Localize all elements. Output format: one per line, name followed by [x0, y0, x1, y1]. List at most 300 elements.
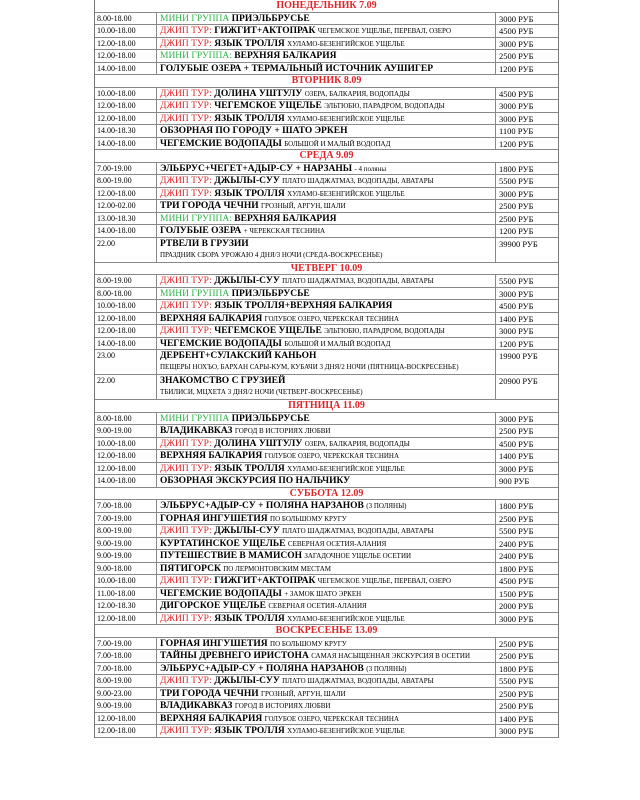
tour-title: ПРИЭЛЬБРУСЬЕ	[231, 288, 310, 299]
tour-description	[157, 375, 496, 399]
tour-time: 10.00-18.00	[95, 575, 157, 587]
tour-description	[157, 113, 496, 125]
tour-price: 5500 РУБ	[499, 276, 534, 286]
tour-title: ОБЗОРНАЯ ПО ГОРОДУ + ШАТО ЭРКЕН	[160, 126, 348, 136]
tour-time: 14.00-18.30	[95, 125, 157, 137]
tour-title: ВЕРХНЯЯ БАЛКАРИЯ	[160, 451, 263, 461]
tour-description	[157, 225, 496, 237]
table-row	[95, 663, 558, 676]
tour-note: (3 ПОЛЯНЫ)	[366, 502, 407, 510]
table-row	[95, 588, 558, 601]
tour-description	[157, 338, 496, 350]
table-row	[95, 525, 558, 538]
tour-price: 2500 РУБ	[499, 213, 534, 224]
tour-note: СЕВЕРНАЯ ОСЕТИЯ-АЛАНИЯ	[268, 602, 367, 610]
tour-note: ХУЛАМО-БЕЗЕНГИЙСКОЕ УЩЕЛЬЕ	[287, 727, 405, 735]
table-row	[95, 725, 558, 738]
tour-price: 3000 РУБ	[499, 463, 534, 474]
tour-subtitle: ПЕЩЕРЫ НОХЪО, БАРХАН САРЫ-КУМ, КУБАЧИ 3 ДНЯ/2 НОЧИ (ПЯТНИЦА-ВОСКРЕСЕНЬЕ)	[160, 363, 459, 371]
table-row	[95, 713, 558, 726]
day-header	[95, 625, 558, 638]
tour-note: ЧЕГЕМСКОЕ УЩЕЛЬЕ, ПЕРЕВАЛ, ОЗЕРО	[317, 27, 452, 35]
tour-title: ДЖЫЛЫ-СУУ	[214, 676, 280, 686]
tour-time: 12.00-18.00	[95, 713, 157, 725]
tour-time: 12.00-18.00	[95, 325, 157, 337]
table-row	[95, 413, 558, 426]
tour-description	[157, 675, 496, 687]
tour-time: 7.00-18.00	[95, 500, 157, 512]
tour-description	[157, 500, 496, 512]
tour-price: 2500 РУБ	[499, 426, 534, 436]
day-header	[95, 400, 558, 413]
tour-time: 10.00-18.00	[95, 88, 157, 100]
tour-time: 7.00-18.00	[95, 650, 157, 662]
day-title: ПОНЕДЕЛЬНИК 7.09	[276, 0, 377, 12]
tour-description	[157, 313, 496, 325]
tour-time: 12.00-18.00	[95, 725, 157, 737]
tour-description	[157, 88, 496, 100]
table-row	[95, 350, 558, 375]
tour-time: 9.00-19.00	[95, 425, 157, 437]
tour-description	[157, 563, 496, 575]
tour-note: ГОЛУБОЕ ОЗЕРО, ЧЕРЕКСКАЯ ТЕСНИНА	[264, 714, 400, 723]
tour-price: 2500 РУБ	[499, 651, 534, 661]
tour-description	[157, 200, 496, 212]
tour-tag: МИНИ ГРУППА:	[160, 213, 232, 224]
day-header	[95, 263, 558, 276]
tour-time: 22.00	[95, 238, 157, 262]
tour-title: ЯЗЫК ТРОЛЛЯ	[214, 38, 285, 49]
tour-title: ДЖЫЛЫ-СУУ	[214, 526, 280, 536]
table-row	[95, 338, 558, 351]
tour-description	[157, 513, 496, 525]
table-row	[95, 650, 558, 663]
tour-description	[157, 238, 496, 262]
tour-note: ЗАГАДОЧНОЕ УЩЕЛЬЕ ОСЕТИИ	[304, 552, 412, 560]
tour-note: САМАЯ НАСЫЩЕННАЯ ЭКСКУРСИЯ В ОСЕТИИ	[311, 652, 470, 660]
day-header	[95, 488, 558, 501]
tour-time: 12.00-18.00	[95, 38, 157, 50]
tour-description	[157, 100, 496, 112]
tour-price: 4500 РУБ	[499, 301, 534, 311]
tour-tag: ДЖИП ТУР:	[160, 38, 212, 49]
tour-price: 3000 РУБ	[499, 288, 534, 299]
tour-price: 3000 РУБ	[499, 726, 534, 736]
tour-title: ЭЛЬБРУС+АДЫР-СУ + ПОЛЯНА НАРЗАНОВ	[160, 501, 364, 511]
tour-note: ЭЛЬТЮБЮ, ПАРАДРОМ, ВОДОПАДЫ	[324, 327, 445, 335]
tour-time: 9.00-23.00	[95, 688, 157, 700]
tour-note: ОЗЕРА, БАЛКАРИЯ, ВОДОПАДЫ	[304, 89, 410, 98]
tour-note: ХУЛАМО-БЕЗЕНГИЙСКОЕ УЩЕЛЬЕ	[287, 614, 405, 623]
tour-note: ПО БОЛЬШОМУ КРУГУ	[270, 639, 347, 648]
tour-time: 13.00-18.30	[95, 213, 157, 225]
tour-title: ЧЕГЕМСКИЕ ВОДОПАДЫ	[160, 138, 282, 149]
table-row	[95, 125, 558, 138]
tour-time: 7.00-19.00	[95, 638, 157, 650]
tour-tag: ДЖИП ТУР:	[160, 576, 212, 586]
tour-price: 1500 РУБ	[499, 588, 534, 599]
table-row	[95, 700, 558, 713]
table-row	[95, 538, 558, 551]
table-row	[95, 200, 558, 213]
tour-price: 5500 РУБ	[499, 526, 534, 536]
tour-time: 23.00	[95, 350, 157, 374]
tour-time: 9.00-19.00	[95, 550, 157, 562]
table-row	[95, 675, 558, 688]
tour-time: 8.00-18.00	[95, 413, 157, 425]
tour-price: 4500 РУБ	[499, 438, 534, 449]
tour-time: 22.00	[95, 375, 157, 399]
tour-time: 10.00-18.00	[95, 438, 157, 450]
tour-price: 1200 РУБ	[499, 138, 534, 149]
tour-description	[157, 63, 496, 75]
tour-tag: ДЖИП ТУР:	[160, 101, 212, 111]
tour-title: ЯЗЫК ТРОЛЛЯ	[214, 463, 285, 474]
tour-time: 12.00-18.00	[95, 50, 157, 62]
tour-description	[157, 125, 496, 137]
tour-time: 9.00-19.00	[95, 538, 157, 550]
tour-tag: МИНИ ГРУППА	[160, 13, 230, 24]
tour-time: 12.00-18.30	[95, 600, 157, 612]
tour-time: 8.00-19.00	[95, 275, 157, 287]
tour-title: ДЖЫЛЫ-СУУ	[214, 276, 280, 286]
tour-title: ПРИЭЛЬБРУСЬЕ	[231, 13, 310, 24]
tour-price: 5500 РУБ	[499, 676, 534, 686]
tour-time: 7.00-18.00	[95, 663, 157, 675]
tour-subtitle: ТБИЛИСИ, МЦХЕТА 3 ДНЯ/2 НОЧИ (ЧЕТВЕРГ-ВОСКРЕСЕНЬЕ)	[160, 388, 363, 396]
tour-title: ДЖЫЛЫ-СУУ	[214, 176, 280, 186]
tour-note: ГОЛУБОЕ ОЗЕРО, ЧЕРЕКСКАЯ ТЕСНИНА	[264, 314, 400, 323]
tour-title: ЯЗЫК ТРОЛЛЯ	[214, 726, 285, 736]
tour-note: ГОРОД В ИСТОРИЯХ ЛЮБВИ	[234, 702, 331, 710]
tour-note: ГРОЗНЫЙ, АРГУН, ШАЛИ	[260, 689, 346, 698]
tour-time: 7.00-19.00	[95, 513, 157, 525]
tour-price: 3000 РУБ	[499, 113, 534, 124]
tour-price: 3000 РУБ	[499, 38, 534, 49]
tour-tag: ДЖИП ТУР:	[160, 188, 212, 199]
tour-time: 12.00-02.00	[95, 200, 157, 212]
tour-note: БОЛЬШОЙ И МАЛЫЙ ВОДОПАД	[284, 139, 391, 148]
tour-price: 1400 РУБ	[499, 451, 534, 461]
table-row	[95, 550, 558, 563]
tour-time: 14.00-18.00	[95, 225, 157, 237]
tour-title: ЧЕГЕМСКИЕ ВОДОПАДЫ	[160, 338, 282, 349]
tour-time: 8.00-19.00	[95, 675, 157, 687]
tour-title: ДИГОРСКОЕ УЩЕЛЬЕ	[160, 601, 266, 611]
tour-note: + ЗАМОК ШАТО ЭРКЕН	[284, 589, 362, 598]
tour-tag: ДЖИП ТУР:	[160, 113, 212, 124]
tour-price: 2500 РУБ	[499, 688, 534, 699]
table-row	[95, 300, 558, 313]
tour-time: 14.00-18.00	[95, 338, 157, 350]
table-row	[95, 475, 558, 488]
tour-tag: ДЖИП ТУР:	[160, 676, 212, 686]
tour-description	[157, 475, 496, 487]
tour-title: ГИЖГИТ+АКТОПРАК	[214, 26, 316, 36]
table-row	[95, 213, 558, 226]
tour-description	[157, 725, 496, 737]
table-row	[95, 13, 558, 26]
tour-title: ДОЛИНА УШТУЛУ	[214, 438, 303, 449]
day-title: СРЕДА 9.09	[299, 150, 354, 162]
tour-title: ЯЗЫК ТРОЛЛЯ+ВЕРХНЯЯ БАЛКАРИЯ	[214, 301, 393, 311]
tour-description	[157, 538, 496, 550]
tour-note: ПЛАТО ШАДЖАТМАЗ, ВОДОПАДЫ, АВАТАРЫ	[282, 527, 434, 535]
tour-time: 8.00-18.00	[95, 13, 157, 25]
tour-time: 12.00-18.00	[95, 613, 157, 625]
tour-description	[157, 175, 496, 187]
tour-price: 1800 РУБ	[499, 663, 534, 674]
day-header	[95, 75, 558, 88]
tour-price: 2000 РУБ	[499, 601, 534, 611]
day-title: СУББОТА 12.09	[289, 487, 364, 499]
tour-price: 2500 РУБ	[499, 201, 534, 211]
tour-price: 2500 РУБ	[499, 51, 534, 61]
tour-time: 12.00-18.00	[95, 100, 157, 112]
tour-title: ТРИ ГОРОДА ЧЕЧНИ	[160, 201, 259, 211]
tour-description	[157, 438, 496, 450]
tour-price: 2400 РУБ	[499, 551, 534, 561]
tour-price: 5500 РУБ	[499, 176, 534, 186]
tour-description	[157, 300, 496, 312]
tour-title: ВЛАДИКАВКАЗ	[160, 701, 233, 711]
tour-title: ДОЛИНА УШТУЛУ	[214, 88, 303, 99]
table-row	[95, 500, 558, 513]
table-row	[95, 138, 558, 151]
tour-tag: ДЖИП ТУР:	[160, 463, 212, 474]
tour-description	[157, 425, 496, 437]
table-row	[95, 50, 558, 63]
tour-description	[157, 575, 496, 587]
tour-time: 8.00-19.00	[95, 525, 157, 537]
tour-tag: ДЖИП ТУР:	[160, 326, 212, 336]
tour-tag: ДЖИП ТУР:	[160, 526, 212, 536]
tour-description	[157, 600, 496, 612]
tour-description	[157, 350, 496, 374]
tour-price: 2500 РУБ	[499, 638, 534, 649]
tour-note: ПЛАТО ШАДЖАТМАЗ, ВОДОПАДЫ, АВАТАРЫ	[282, 677, 434, 685]
table-row	[95, 600, 558, 613]
tour-description	[157, 275, 496, 287]
tour-price: 1800 РУБ	[499, 563, 534, 574]
table-row	[95, 463, 558, 476]
table-row	[95, 63, 558, 76]
tour-note: ХУЛАМО-БЕЗЕНГИЙСКОЕ УЩЕЛЬЕ	[287, 464, 405, 473]
table-row	[95, 375, 558, 400]
tour-note: ПЛАТО ШАДЖАТМАЗ, ВОДОПАДЫ, АВАТАРЫ	[282, 277, 434, 285]
tour-description	[157, 550, 496, 562]
tour-title: КУРТАТИНСКОЕ УЩЕЛЬЕ	[160, 538, 286, 549]
tour-price: 4500 РУБ	[499, 576, 534, 586]
tour-title: ВЕРХНЯЯ БАЛКАРИЯ	[234, 51, 337, 61]
tour-title: ЯЗЫК ТРОЛЛЯ	[214, 613, 285, 624]
tour-title: ГОРНАЯ ИНГУШЕТИЯ	[160, 513, 268, 524]
tour-price: 4500 РУБ	[499, 26, 534, 36]
tour-title: ТАЙНЫ ДРЕВНЕГО ИРИСТОНА	[160, 651, 309, 661]
tour-title: ПУТЕШЕСТВИЕ В МАМИСОН	[160, 551, 302, 561]
table-row	[95, 100, 558, 113]
tour-description	[157, 613, 496, 625]
day-header	[95, 150, 558, 163]
tour-note: ГРОЗНЫЙ, АРГУН, ШАЛИ	[260, 202, 346, 210]
tour-note: ГОРОД В ИСТОРИЯХ ЛЮБВИ	[234, 427, 331, 435]
tour-time: 10.00-18.00	[95, 25, 157, 37]
tour-note: ПО ЛЕРМОНТОВСКИМ МЕСТАМ	[223, 564, 331, 573]
day-title: ВТОРНИК 8.09	[291, 75, 362, 87]
tour-time: 12.00-18.00	[95, 113, 157, 125]
tour-title: ЗНАКОМСТВО С ГРУЗИЕЙ	[160, 376, 286, 386]
tour-description	[157, 463, 496, 475]
tour-note: (3 ПОЛЯНЫ)	[366, 664, 407, 673]
tour-time: 14.00-18.00	[95, 138, 157, 150]
table-row	[95, 38, 558, 51]
tour-description	[157, 163, 496, 175]
table-row	[95, 575, 558, 588]
tour-note: ХУЛАМО-БЕЗЕНГИЙСКОЕ УЩЕЛЬЕ	[287, 189, 405, 198]
tour-title: ОБЗОРНАЯ ЭКСКУРСИЯ ПО НАЛЬЧИКУ	[160, 476, 351, 486]
tour-title: ГИЖГИТ+АКТОПРАК	[214, 576, 316, 586]
tour-tag: ДЖИП ТУР:	[160, 301, 212, 311]
day-header	[95, 0, 558, 13]
table-row	[95, 288, 558, 301]
tour-price: 3000 РУБ	[499, 188, 534, 199]
tour-description	[157, 713, 496, 725]
table-row	[95, 325, 558, 338]
tour-title: ЧЕГЕМСКИЕ ВОДОПАДЫ	[160, 588, 282, 599]
table-row	[95, 188, 558, 201]
table-row	[95, 275, 558, 288]
tour-title: ВЕРХНЯЯ БАЛКАРИЯ	[234, 213, 337, 224]
tour-description	[157, 25, 496, 37]
tour-time: 12.00-18.00	[95, 188, 157, 200]
tour-title: ВЕРХНЯЯ БАЛКАРИЯ	[160, 713, 263, 724]
tour-price: 3000 РУБ	[499, 326, 534, 336]
tour-title: ГОЛУБЫЕ ОЗЕРА	[160, 226, 242, 236]
tour-time: 12.00-18.00	[95, 463, 157, 475]
table-row	[95, 425, 558, 438]
tour-price: 1800 РУБ	[499, 163, 534, 174]
tour-description	[157, 663, 496, 675]
tour-price: 20900 РУБ	[499, 376, 538, 386]
tour-description	[157, 188, 496, 200]
tour-description	[157, 588, 496, 600]
tour-tag: МИНИ ГРУППА	[160, 288, 230, 299]
tour-time: 12.00-18.00	[95, 450, 157, 462]
tour-note: + ЧЕРЕКСКАЯ ТЕСНИНА	[243, 227, 326, 235]
tour-note: ЧЕГЕМСКОЕ УЩЕЛЬЕ, ПЕРЕВАЛ, ОЗЕРО	[317, 577, 452, 585]
tour-description	[157, 650, 496, 662]
table-row	[95, 313, 558, 326]
tour-price: 3000 РУБ	[499, 613, 534, 624]
table-row	[95, 225, 558, 238]
tour-description	[157, 525, 496, 537]
tour-tag: ДЖИП ТУР:	[160, 276, 212, 286]
tour-description	[157, 13, 496, 25]
tour-description	[157, 700, 496, 712]
tour-description	[157, 450, 496, 462]
tour-note: ХУЛАМО-БЕЗЕНГИЙСКОЕ УЩЕЛЬЕ	[287, 114, 405, 123]
table-row	[95, 450, 558, 463]
tour-time: 9.00-19.00	[95, 700, 157, 712]
tour-description	[157, 638, 496, 650]
tour-price: 1800 РУБ	[499, 501, 534, 511]
tour-tag: ДЖИП ТУР:	[160, 438, 212, 449]
tour-note: ПО БОЛЬШОМУ КРУГУ	[270, 514, 347, 523]
tour-description	[157, 138, 496, 150]
tour-title: ПРИЭЛЬБРУСЬЕ	[231, 413, 310, 424]
tour-time: 8.00-19.00	[95, 175, 157, 187]
tour-description	[157, 413, 496, 425]
tour-title: ТРИ ГОРОДА ЧЕЧНИ	[160, 688, 259, 699]
tour-description	[157, 38, 496, 50]
tour-note: ХУЛАМО-БЕЗЕНГИЙСКОЕ УЩЕЛЬЕ	[287, 39, 405, 48]
table-row	[95, 238, 558, 263]
tour-time: 10.00-18.00	[95, 300, 157, 312]
table-row	[95, 88, 558, 101]
tour-title: ГОРНАЯ ИНГУШЕТИЯ	[160, 638, 268, 649]
tour-title: ГОЛУБЫЕ ОЗЕРА + ТЕРМАЛЬНЫЙ ИСТОЧНИК АУШИГЕР	[160, 63, 434, 74]
tour-title: ЭЛЬБРУС+АДЫР-СУ + ПОЛЯНА НАРЗАНОВ	[160, 663, 364, 674]
tour-tag: ДЖИП ТУР:	[160, 176, 212, 186]
tour-note: ГОЛУБОЕ ОЗЕРО, ЧЕРЕКСКАЯ ТЕСНИНА	[264, 452, 400, 460]
tour-note: - 4 поляны	[354, 164, 387, 173]
table-row	[95, 163, 558, 176]
tour-price: 3000 РУБ	[499, 101, 534, 111]
schedule-table	[94, 0, 559, 738]
table-row	[95, 688, 558, 701]
table-row	[95, 638, 558, 651]
tour-tag: МИНИ ГРУППА	[160, 413, 230, 424]
day-title: ПЯТНИЦА 11.09	[288, 400, 365, 412]
tour-price: 1400 РУБ	[499, 713, 534, 724]
tour-price: 4500 РУБ	[499, 88, 534, 99]
tour-price: 2500 РУБ	[499, 513, 534, 524]
tour-note: СЕВЕРНАЯ ОСЕТИЯ-АЛАНИЯ	[287, 539, 387, 548]
tour-description	[157, 213, 496, 225]
tour-time: 12.00-18.00	[95, 313, 157, 325]
tour-price: 2400 РУБ	[499, 538, 534, 549]
day-title: ЧЕТВЕРГ 10.09	[290, 262, 363, 274]
day-title: ВОСКРЕСЕНЬЕ 13.09	[275, 625, 378, 637]
tour-title: ЯЗЫК ТРОЛЛЯ	[214, 188, 285, 199]
table-row	[95, 513, 558, 526]
tour-time: 14.00-18.00	[95, 63, 157, 75]
tour-note: ОЗЕРА, БАЛКАРИЯ, ВОДОПАДЫ	[304, 439, 410, 448]
tour-price: 1100 РУБ	[499, 126, 534, 136]
tour-price: 1400 РУБ	[499, 313, 534, 324]
tour-description	[157, 688, 496, 700]
table-row	[95, 563, 558, 576]
tour-price: 900 РУБ	[499, 476, 530, 486]
tour-price: 3000 РУБ	[499, 413, 534, 424]
tour-title: ЯЗЫК ТРОЛЛЯ	[214, 113, 285, 124]
tour-title: РТВЕЛИ В ГРУЗИИ	[160, 238, 249, 249]
tour-price: 2500 РУБ	[499, 701, 534, 711]
tour-title: ДЕРБЕНТ+СУЛАКСКИЙ КАНЬОН	[160, 351, 317, 361]
tour-price: 3000 РУБ	[499, 13, 534, 24]
tour-tag: ДЖИП ТУР:	[160, 726, 212, 736]
tour-note: БОЛЬШОЙ И МАЛЫЙ ВОДОПАД	[284, 339, 391, 348]
tour-time: 7.00-19.00	[95, 163, 157, 175]
tour-description	[157, 288, 496, 300]
tour-time: 14.00-18.00	[95, 475, 157, 487]
tour-price: 1200 РУБ	[499, 226, 534, 236]
tour-title: ЧЕГЕМСКОЕ УЩЕЛЬЕ	[214, 326, 322, 336]
tour-title: ЧЕГЕМСКОЕ УЩЕЛЬЕ	[214, 101, 322, 111]
tour-time: 8.00-18.00	[95, 288, 157, 300]
tour-tag: ДЖИП ТУР:	[160, 26, 212, 36]
tour-title: ВЛАДИКАВКАЗ	[160, 426, 233, 436]
